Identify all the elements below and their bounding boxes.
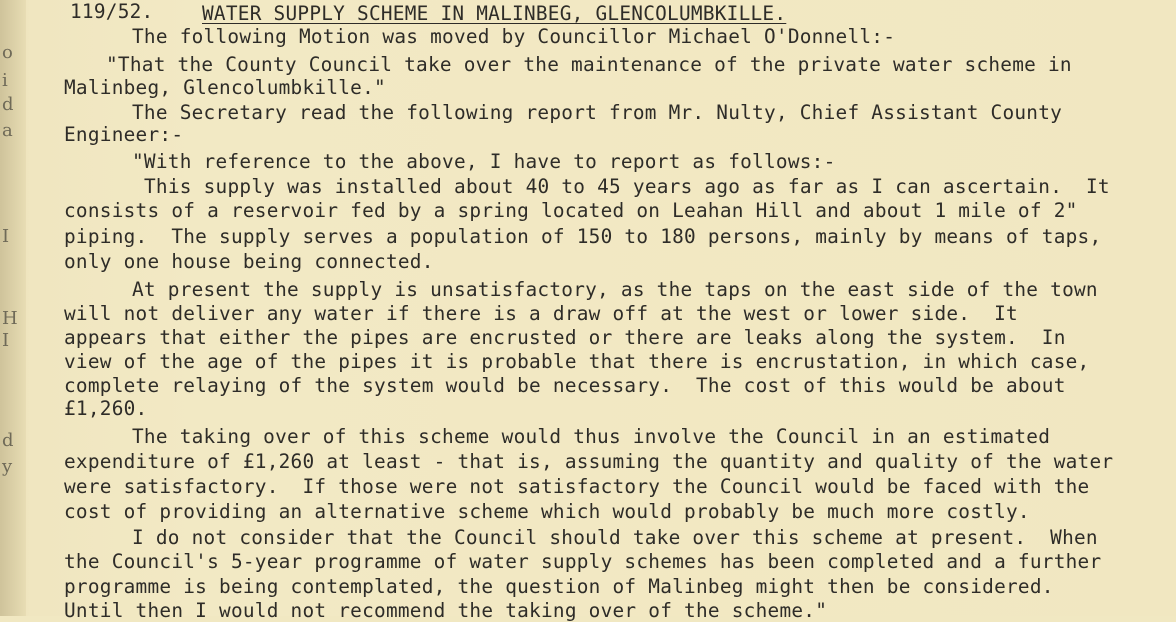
minute-reference: 119/52.	[70, 0, 154, 23]
margin-mark: y	[2, 456, 13, 477]
body-line: expenditure of £1,260 at least - that is, assuming the quantity and quality of the water	[64, 450, 1114, 473]
body-line: I do not consider that the Council should take over this scheme at present. When	[132, 526, 1098, 549]
margin-mark: H	[2, 308, 18, 329]
body-line: "With reference to the above, I have to report as follows:-	[132, 150, 836, 173]
body-line: complete relaying of the system would be necessary. The cost of this would be about	[64, 374, 1066, 397]
margin-mark: I	[2, 226, 10, 247]
body-line: £1,260.	[64, 397, 148, 420]
body-line: Engineer:-	[64, 123, 184, 146]
body-line: programme is being contemplated, the question of Malinbeg might then be considered.	[64, 575, 1054, 598]
body-line: appears that either the pipes are encrusted or there are leaks along the system. In	[64, 326, 1066, 349]
body-line: the Council's 5-year programme of water supply schemes has been completed and a further	[64, 550, 1102, 573]
margin-mark: i	[2, 70, 8, 91]
body-line: only one house being connected.	[64, 250, 434, 273]
margin-mark: I	[2, 330, 10, 351]
body-line: Until then I would not recommend the taking over of the scheme."	[64, 599, 828, 622]
margin-mark: o	[2, 42, 13, 63]
body-line: were satisfactory. If those were not satisfactory the Council would be faced with the	[64, 475, 1090, 498]
body-line: piping. The supply serves a population of 150 to 180 persons, mainly by means of taps,	[64, 225, 1102, 248]
body-line: This supply was installed about 40 to 45 years ago as far as I can ascertain. It	[144, 175, 1110, 198]
margin-mark: a	[2, 120, 13, 141]
page-binding-edge	[0, 0, 26, 616]
body-line: "That the County Council take over the maintenance of the private water scheme in	[106, 53, 1072, 76]
body-line: The Secretary read the following report from Mr. Nulty, Chief Assistant County	[132, 101, 1063, 124]
body-line: will not deliver any water if there is a draw off at the west or lower side. It	[64, 302, 1018, 325]
body-line: The following Motion was moved by Councillor Michael O'Donnell:-	[132, 25, 896, 48]
body-line: cost of providing an alternative scheme which would probably be much more costly.	[64, 500, 1030, 523]
body-line: consists of a reservoir fed by a spring located on Leahan Hill and about 1 mile of 2"	[64, 199, 1078, 222]
margin-mark: d	[2, 94, 14, 115]
body-line: view of the age of the pipes it is probable that there is encrustation, in which case,	[64, 350, 1090, 373]
body-line: At present the supply is unsatisfactory, as the taps on the east side of the town	[132, 278, 1098, 301]
body-line: Malinbeg, Glencolumbkille."	[64, 76, 386, 99]
minute-heading: WATER SUPPLY SCHEME IN MALINBEG, GLENCOLUMBKILLE.	[202, 2, 787, 25]
margin-mark: d	[2, 430, 14, 451]
body-line: The taking over of this scheme would thus involve the Council in an estimated	[132, 425, 1051, 448]
